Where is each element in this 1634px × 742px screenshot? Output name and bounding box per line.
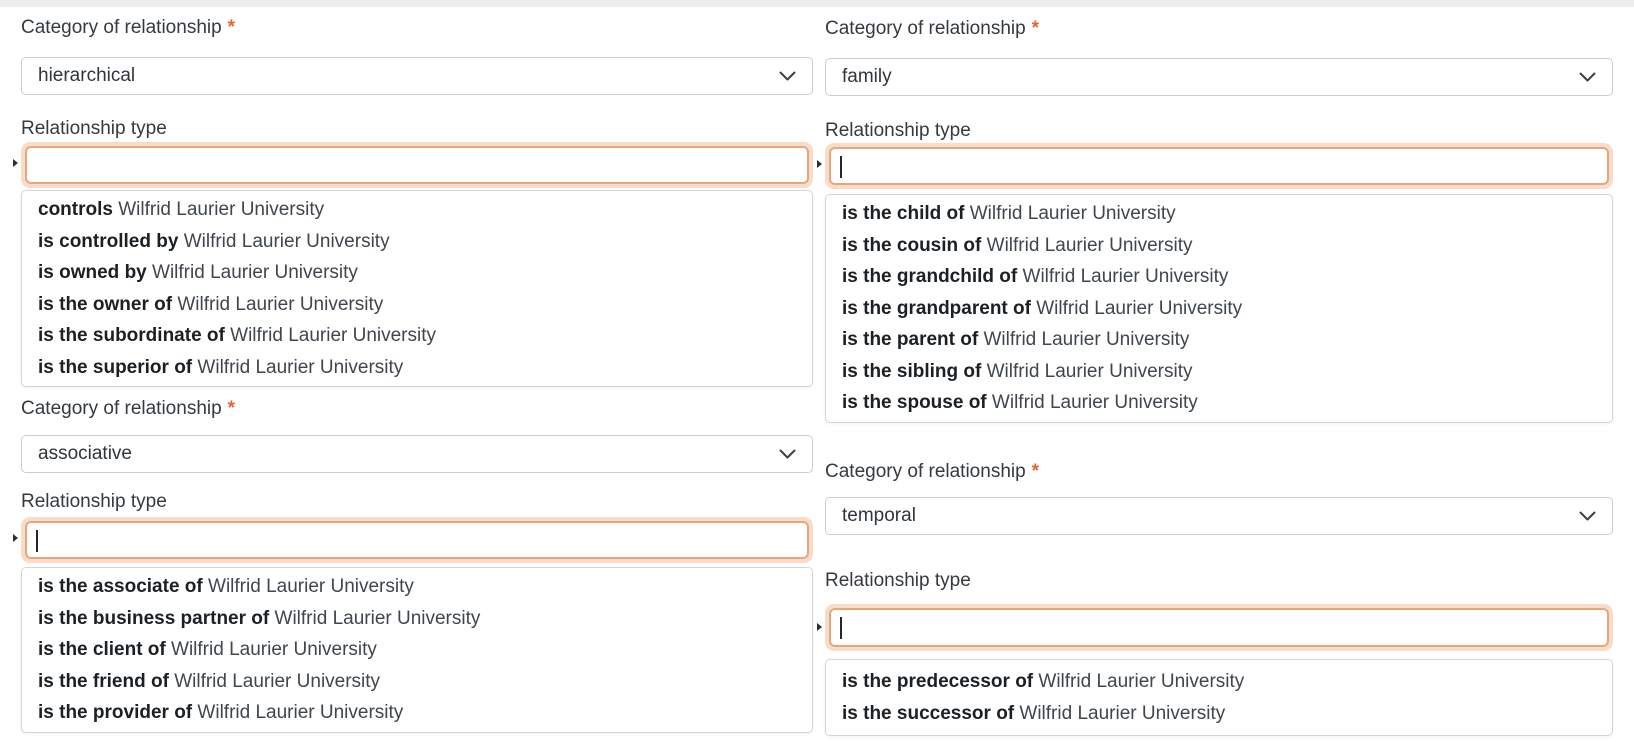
chevron-down-icon (1579, 72, 1596, 83)
relationship-type-input-wrap (21, 142, 813, 188)
relationship-option[interactable] (22, 666, 812, 698)
caret-marker-icon (817, 623, 822, 631)
category-select-associative[interactable] (21, 435, 813, 473)
option-prefix: is the predecessor of (842, 671, 1034, 692)
relationship-option[interactable] (826, 230, 1612, 262)
relationship-type-input[interactable] (25, 146, 809, 184)
relationship-option[interactable] (22, 571, 812, 603)
option-prefix: is the successor of (842, 702, 1015, 724)
option-prefix: is the cousin of (842, 234, 982, 256)
category-label (21, 398, 235, 420)
option-prefix: is the provider of (38, 702, 193, 723)
option-prefix: is the sibling of (842, 360, 982, 382)
chevron-down-icon (779, 449, 796, 460)
option-entity: Wilfrid Laurier University (197, 356, 404, 378)
option-entity: Wilfrid Laurier University (1019, 702, 1226, 724)
relationship-option[interactable] (826, 261, 1612, 293)
option-prefix: controls (38, 199, 113, 220)
text-cursor (840, 617, 842, 639)
text-cursor (840, 156, 842, 178)
option-entity: Wilfrid Laurier University (118, 199, 325, 220)
relationship-option[interactable] (826, 198, 1612, 230)
option-entity: Wilfrid Laurier University (197, 702, 404, 723)
relationship-type-input[interactable] (25, 521, 809, 559)
relationship-option[interactable] (22, 226, 812, 258)
required-asterisk: * (227, 17, 236, 38)
relationship-option[interactable] (826, 387, 1612, 419)
category-label (825, 18, 1039, 40)
required-asterisk: * (227, 398, 236, 419)
caret-marker-icon (13, 534, 18, 542)
option-prefix: is the subordinate of (38, 325, 225, 346)
relationship-option[interactable] (826, 698, 1612, 730)
relationship-options-dropdown (21, 567, 813, 733)
bottom-edge-strip (0, 0, 1634, 7)
relationship-option[interactable] (826, 666, 1612, 698)
category-select-temporal[interactable] (825, 497, 1613, 535)
option-prefix: is the superior of (38, 356, 193, 378)
option-entity: Wilfrid Laurier University (152, 262, 358, 283)
option-entity: Wilfrid Laurier University (1036, 297, 1243, 319)
category-select-value: family (842, 66, 892, 87)
relationship-type-label: Relationship type (825, 120, 971, 141)
category-select-value: hierarchical (38, 65, 136, 86)
option-entity: Wilfrid Laurier University (208, 576, 414, 597)
relationship-option[interactable] (22, 194, 812, 226)
category-label-text: Category of relationship (825, 461, 1026, 482)
required-asterisk: * (1031, 461, 1040, 482)
category-select-value: temporal (842, 505, 916, 526)
option-entity: Wilfrid Laurier University (969, 203, 1176, 224)
option-entity: Wilfrid Laurier University (986, 360, 1193, 382)
category-select-value: associative (38, 443, 132, 464)
chevron-down-icon (779, 71, 796, 82)
category-label-text: Category of relationship (21, 17, 222, 38)
relationship-option[interactable] (22, 320, 812, 352)
required-asterisk: * (1031, 18, 1040, 39)
option-entity: Wilfrid Laurier University (171, 639, 377, 660)
category-select-hierarchical[interactable] (21, 57, 813, 95)
relationship-option[interactable] (826, 324, 1612, 356)
option-prefix: is owned by (38, 262, 147, 283)
option-entity: Wilfrid Laurier University (183, 230, 390, 252)
option-prefix: is the client of (38, 639, 166, 660)
relationship-type-label: Relationship type (21, 491, 167, 512)
relationship-type-label: Relationship type (21, 118, 167, 139)
category-select-family[interactable] (825, 58, 1613, 96)
caret-marker-icon (13, 159, 18, 167)
category-label (21, 17, 235, 39)
caret-marker-icon (817, 160, 822, 168)
option-entity: Wilfrid Laurier University (174, 670, 381, 692)
relationship-type-label: Relationship type (825, 570, 971, 591)
relationship-option[interactable] (22, 257, 812, 289)
relationship-option[interactable] (22, 352, 812, 384)
option-entity: Wilfrid Laurier University (1022, 266, 1229, 287)
option-prefix: is the child of (842, 203, 965, 224)
relationship-type-input-wrap (21, 517, 813, 563)
category-label-text: Category of relationship (21, 398, 222, 419)
relationship-type-input[interactable] (829, 147, 1609, 185)
option-prefix: is the friend of (38, 670, 169, 692)
relationship-option[interactable] (22, 697, 812, 729)
relationship-type-input-wrap (825, 143, 1613, 189)
relationship-option[interactable] (22, 289, 812, 321)
relationship-option[interactable] (826, 293, 1612, 325)
option-entity: Wilfrid Laurier University (983, 329, 1190, 350)
category-label-text: Category of relationship (825, 18, 1026, 39)
option-prefix: is the associate of (38, 576, 203, 597)
category-label (825, 461, 1039, 483)
option-prefix: is the spouse of (842, 392, 987, 413)
relationship-option[interactable] (826, 356, 1612, 388)
option-entity: Wilfrid Laurier University (230, 325, 437, 346)
option-prefix: is the grandparent of (842, 297, 1031, 319)
relationship-options-dropdown (825, 194, 1613, 423)
relationship-type-input-wrap (825, 604, 1613, 651)
option-prefix: is controlled by (38, 230, 179, 252)
relationship-option[interactable] (22, 603, 812, 635)
option-entity: Wilfrid Laurier University (177, 293, 384, 315)
option-prefix: is the owner of (38, 293, 173, 315)
option-entity: Wilfrid Laurier University (1038, 671, 1245, 692)
relationship-options-dropdown (825, 659, 1613, 736)
option-prefix: is the business partner of (38, 607, 270, 629)
option-entity: Wilfrid Laurier University (274, 607, 481, 629)
relationship-type-input[interactable] (829, 608, 1609, 647)
option-prefix: is the grandchild of (842, 266, 1018, 287)
chevron-down-icon (1579, 511, 1596, 522)
option-prefix: is the parent of (842, 329, 979, 350)
option-entity: Wilfrid Laurier University (991, 392, 1198, 413)
relationship-options-dropdown (21, 190, 813, 387)
option-entity: Wilfrid Laurier University (986, 234, 1193, 256)
relationship-option[interactable] (22, 634, 812, 666)
text-cursor (36, 530, 38, 552)
